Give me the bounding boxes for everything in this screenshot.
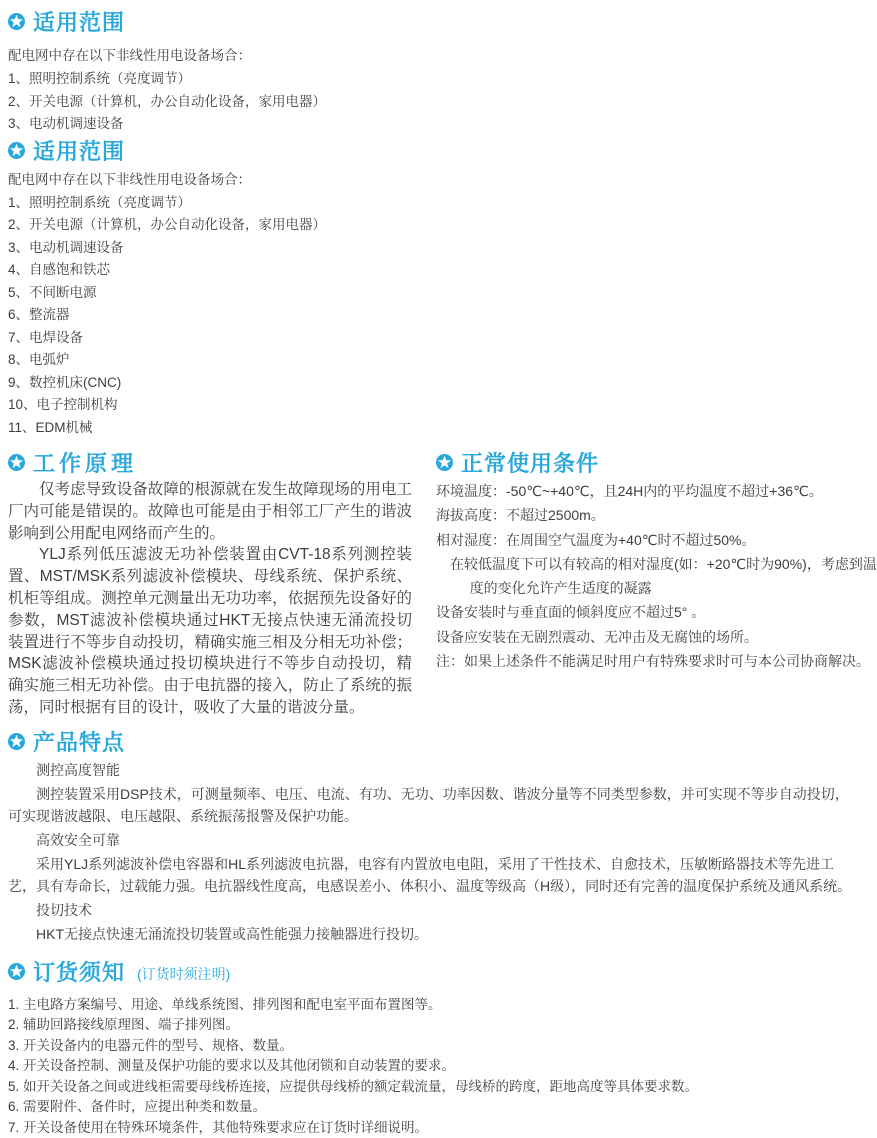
section-product-features <box>8 729 859 945</box>
section-title: 工作原理 <box>33 450 138 476</box>
condition-line: 海拔高度：不超过2500m。 <box>436 507 605 524</box>
section-header <box>8 729 859 755</box>
list-item: 4、自感饱和铁芯 <box>8 262 111 277</box>
list-item: 2、开关电源（计算机，办公自动化设备，家用电器） <box>8 93 327 109</box>
list-item: 8、电弧炉 <box>8 352 70 367</box>
paragraph: 采用YLJ系列滤波补偿电容器和HL系列滤波电抗器，电容有内置放电电阻，采用了干性技术、自愈技术，压敏断路器技术等先进工艺，具有寿命长，过载能力强。电抗器线性度高，电感误差小、体积小、温度等级高（H级），同时还有完善的温度保护系统及通风系统。 <box>8 855 852 894</box>
two-column-row <box>8 449 877 719</box>
list-item: 6、整流器 <box>8 307 70 322</box>
list-item: 4. 开关设备控制、测量及保护功能的要求以及其他闭锁和自动装置的要求。 <box>8 1058 456 1074</box>
list-item: 5. 如开关设备之间或进线柜需要母线桥连接，应提供母线桥的额定载流量，母线桥的跨度，距地高度等具体要求数。 <box>8 1078 699 1094</box>
list-item: 1、照明控制系统（亮度调节） <box>8 194 192 210</box>
device-list <box>8 68 859 136</box>
section-subtitle: (订货时须注明) <box>137 965 231 982</box>
list-item: 9、数控机床(CNC) <box>8 374 122 390</box>
section-normal-conditions <box>436 449 877 719</box>
section-title: 适用范围 <box>33 9 126 35</box>
list-item: 1. 主电路方案编号、用途、单线系统图、排列图和配电室平面布置图等。 <box>8 996 442 1012</box>
section-ordering-notes <box>8 959 859 1138</box>
list-item: 11、EDM机械 <box>8 419 93 435</box>
condition-line: 设备安装时与垂直面的倾斜度应不超过5° 。 <box>436 604 706 621</box>
list-item: 1、照明控制系统（亮度调节） <box>8 71 192 86</box>
list-item: 5、不间断电源 <box>8 284 97 300</box>
feature-subtitle: 测控高度智能 <box>36 761 120 778</box>
condition-line: 设备应安装在无剧烈震动、无冲击及无腐蚀的场所。 <box>436 628 758 645</box>
list-item: 6. 需要附件、备件时，应提出种类和数量。 <box>8 1099 267 1115</box>
star-badge-icon <box>436 454 453 471</box>
section-header <box>8 138 859 164</box>
paragraph: 测控装置采用DSP技术，可测量频率、电压、电流、有功、无功、功率因数、谐波分量等不同类型参数，并可实现不等步自动投切，可实现谐波越限、电压越限、系统振荡报警及保护功能。 <box>8 785 849 824</box>
star-badge-icon <box>8 13 25 30</box>
condition-line: 环境温度：-50℃~+40℃，且24H内的平均温度不超过+36℃。 <box>436 483 823 499</box>
list-item: 10、电子控制机构 <box>8 397 118 412</box>
condition-line: 注：如果上述条件不能满足时用户有特殊要求时可与本公司协商解决。 <box>436 653 870 670</box>
section-header <box>8 8 859 34</box>
star-badge-icon <box>8 733 25 750</box>
section-scope-2 <box>8 138 859 440</box>
list-item: 2. 辅助回路接线原理图、端子排列图。 <box>8 1017 240 1033</box>
star-badge-icon <box>8 963 25 980</box>
section-working-principle <box>8 449 412 719</box>
star-badge-icon <box>8 454 25 471</box>
section-scope-1 <box>8 8 859 136</box>
list-item: 7、电焊设备 <box>8 329 84 345</box>
intro-text: 配电网中存在以下非线性用电设备场合： <box>8 171 251 187</box>
section-title: 产品特点 <box>33 730 126 756</box>
paragraph: YLJ系列低压滤波无功补偿装置由CVT-18系列测控装置、MST/MSK系列滤波补偿模块、母线系统、保护系统、机柜等组成。测控单元测量出无功功率，依据预先设备好的参数，MST滤波补偿模块通过HKT无接点快速无涌流投切装置进行不等步自动投切，精确实施三相及分相无功补偿；MSK滤波补偿模块通过投切模块进行不等步自动投切，精确实施三相无功补偿。由于电抗器的接入，防止了系统的振荡，同时根据有目的设计，吸收了大量的谐波分量。 <box>8 546 412 716</box>
device-list <box>8 192 859 440</box>
list-item: 3. 开关设备内的电器元件的型号、规格、数量。 <box>8 1037 294 1053</box>
list-item: 2、开关电源（计算机，办公自动化设备，家用电器） <box>8 217 327 232</box>
condition-line: 在较低温度下可以有较高的相对湿度(如：+20℃时为90%)，考虑到温 <box>450 555 877 572</box>
section-title: 适用范围 <box>33 139 126 164</box>
list-item: 3、电动机调速设备 <box>8 116 124 131</box>
list-item: 7. 开关设备使用在特殊环境条件，其他特殊要求应在订货时详细说明。 <box>8 1119 429 1135</box>
paragraph: 仅考虑导致设备故障的根源就在发生故障现场的用电工厂内可能是错误的。故障也可能是由于相邻工厂产生的谐波影响到公用配电网络而产生的。 <box>8 481 412 542</box>
star-badge-icon <box>8 142 25 159</box>
section-header <box>8 959 859 985</box>
section-title: 订货须知 <box>33 960 126 986</box>
section-header <box>8 449 412 475</box>
paragraph: HKT无接点快速无涌流投切装置或高性能强力接触器进行投切。 <box>36 925 428 942</box>
feature-subtitle: 投切技术 <box>36 901 92 918</box>
list-item: 3、电动机调速设备 <box>8 239 124 255</box>
section-title: 正常使用条件 <box>461 450 600 476</box>
intro-text: 配电网中存在以下非线性用电设备场合： <box>8 48 251 63</box>
condition-line: 度的变化允许产生适度的凝露 <box>469 580 652 597</box>
features-text <box>8 759 859 945</box>
section-header <box>436 449 859 475</box>
principle-text <box>8 479 412 719</box>
conditions-text <box>436 479 877 673</box>
ordering-list <box>8 995 859 1138</box>
feature-subtitle: 高效安全可靠 <box>36 831 120 848</box>
condition-line: 相对湿度：在周围空气温度为+40℃时不超过50%。 <box>436 531 756 548</box>
